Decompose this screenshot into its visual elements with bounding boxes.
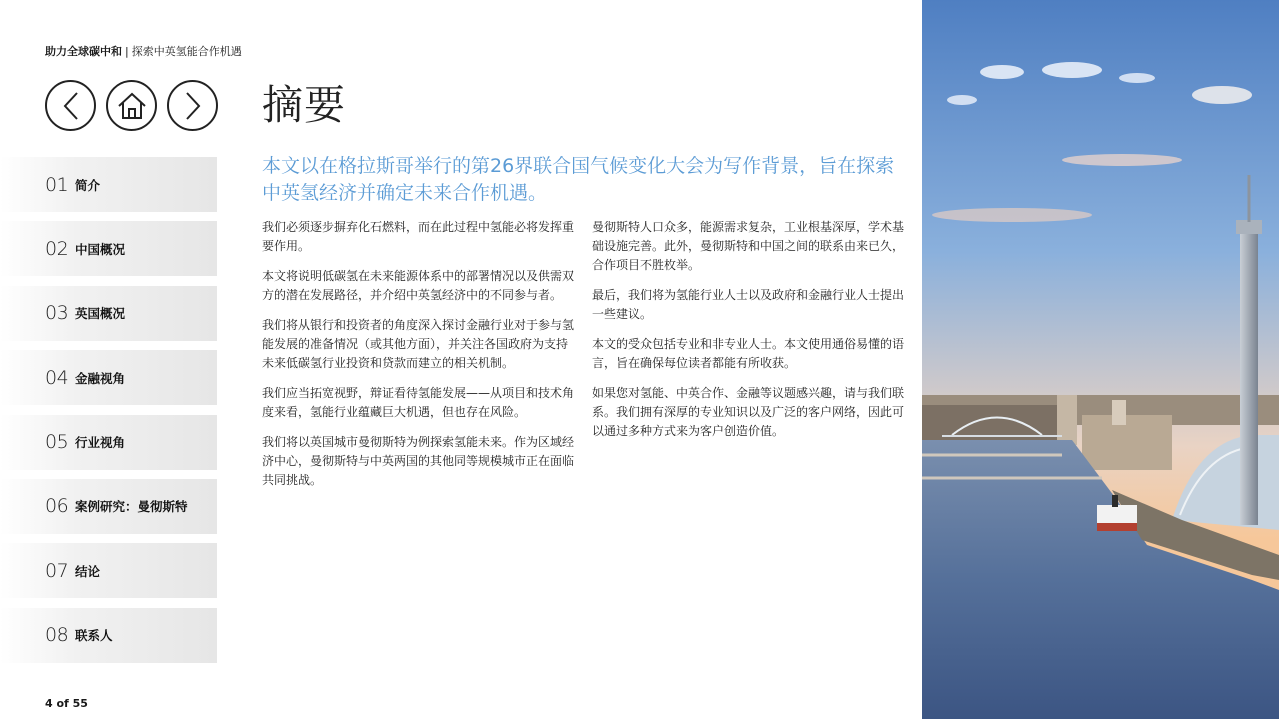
toc-number: 04 [45,366,69,389]
body-paragraph: 本文的受众包括专业和非专业人士。本文使用通俗易懂的语言，旨在确保每位读者都能有所收获。 [592,337,905,370]
body-paragraph: 我们将以英国城市曼彻斯特为例探索氢能未来。作为区域经济中心，曼彻斯特与中英两国的其他同等规模城市正在面临共同挑战。 [262,435,575,487]
home-icon [117,92,147,120]
page-number: 4 of 55 [45,697,88,710]
toc-item-financial-perspective[interactable] [0,350,217,405]
breadcrumb-separator: | [125,45,129,58]
next-page-button[interactable] [167,80,218,131]
body-paragraph: 我们必须逐步摒弃化石燃料，而在此过程中氢能必将发挥重要作用。 [262,220,575,253]
toc-number: 01 [45,173,69,196]
previous-page-button[interactable] [45,80,96,131]
lead-paragraph: 本文以在格拉斯哥举行的第26界联合国气候变化大会为写作背景，旨在探索中英氢经济并确定未来合作机遇。 [262,155,895,204]
page-title: 摘要 [262,81,346,129]
toc-item-industry-perspective[interactable] [0,415,217,470]
toc-label: 英国概况 [75,306,126,322]
toc-number: 03 [45,302,69,325]
body-paragraph: 曼彻斯特人口众多，能源需求复杂，工业根基深厚，学术基础设施完善。此外，曼彻斯特和中国之间的联系由来已久，合作项目不胜枚举。 [592,220,905,272]
city-river-photo [922,0,1279,719]
toc-label: 中国概况 [75,241,126,257]
body-paragraph: 我们将从银行和投资者的角度深入探讨金融行业对于参与氢能发展的准备情况（或其他方面），并关注各国政府为支持未来低碳氢行业投资和贷款而建立的相关机制。 [262,318,575,370]
body-column-right [592,218,904,452]
breadcrumb-main: 助力全球碳中和 [45,45,122,58]
body-paragraph: 本文将说明低碳氢在未来能源体系中的部署情况以及供需双方的潜在发展路径，并介绍中英氢经济中的不同参与者。 [262,269,575,302]
chevron-right-icon [182,91,204,121]
toc-label: 简介 [75,177,101,193]
toc-number: 02 [45,237,69,260]
toc-label: 结论 [75,563,101,579]
toc-number: 05 [45,431,69,454]
home-button[interactable] [106,80,157,131]
breadcrumb [45,43,242,59]
toc-item-contacts[interactable] [0,608,217,663]
toc-label: 行业视角 [75,435,126,451]
glasgow-skyline-image [922,0,1279,719]
toc-label: 案例研究：曼彻斯特 [75,499,188,515]
toc-item-china-overview[interactable] [0,221,217,276]
body-paragraph: 最后，我们将为氢能行业人士以及政府和金融行业人士提出一些建议。 [592,288,905,321]
toc-number: 06 [45,495,69,518]
toc-label: 联系人 [75,628,113,644]
toc-number: 07 [45,559,69,582]
body-paragraph: 如果您对氢能、中英合作、金融等议题感兴趣，请与我们联系。我们拥有深厚的专业知识以及广泛的客户网络，因此可以通过多种方式来为客户创造价值。 [592,386,905,438]
toc-label: 金融视角 [75,370,126,386]
toc-item-introduction[interactable] [0,157,217,212]
toc-item-uk-overview[interactable] [0,286,217,341]
breadcrumb-sub: 探索中英氢能合作机遇 [131,45,242,58]
body-paragraph: 我们应当拓宽视野，辩证看待氢能发展——从项目和技术角度来看，氢能行业蕴藏巨大机遇，但也存在风险。 [262,386,575,419]
chevron-left-icon [60,91,82,121]
toc-item-conclusion[interactable] [0,543,217,598]
toc-item-case-study[interactable] [0,479,217,534]
body-column-left [262,218,574,501]
toc-number: 08 [45,624,69,647]
page-nav [45,80,218,131]
table-of-contents [0,157,217,672]
